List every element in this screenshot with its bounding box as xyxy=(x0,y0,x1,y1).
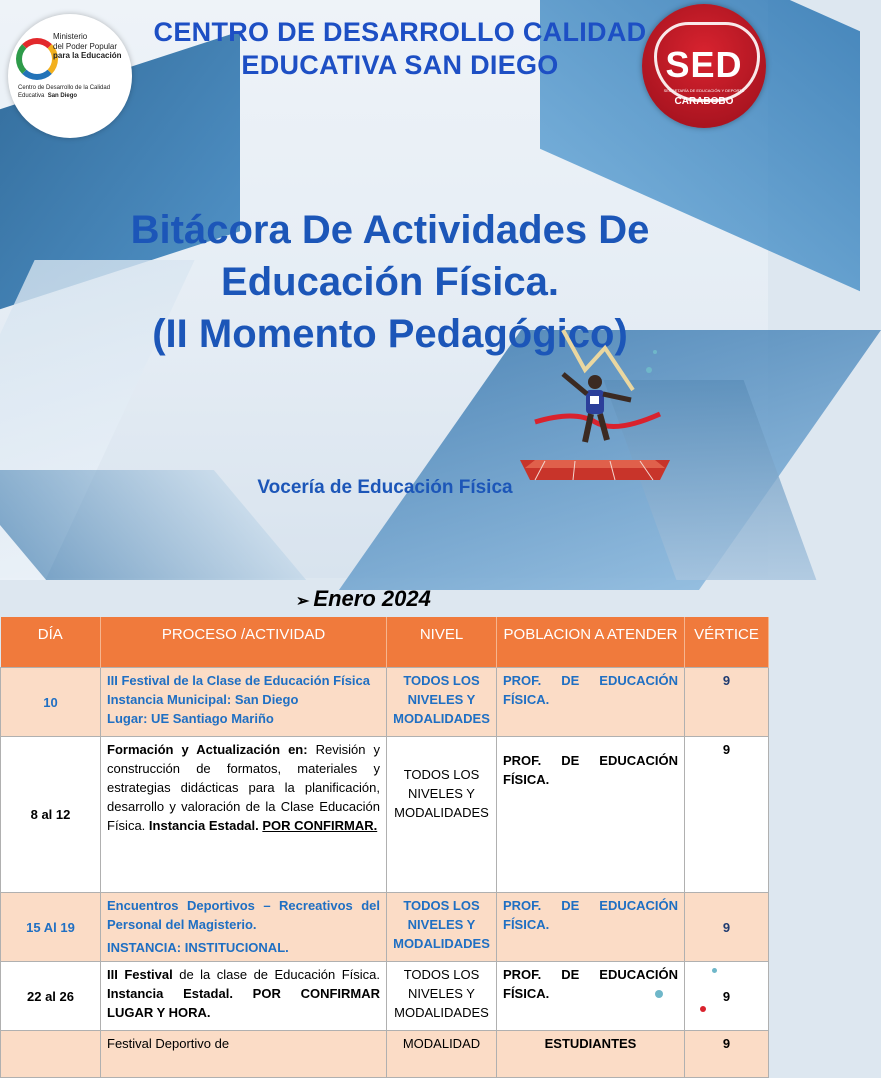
title-line-2: Educación Física. xyxy=(221,260,559,304)
table-header-row xyxy=(1,617,769,668)
activity-title: Formación y Actualización en: xyxy=(107,742,308,757)
activity-instance: Instancia Estadal. xyxy=(148,818,259,833)
table-row xyxy=(1,737,769,893)
activity-instance: Instancia Estadal. xyxy=(107,986,233,1001)
activity-body: de la clase de Educación Física. xyxy=(179,967,380,982)
activity-status: POR CONFIRMAR LUGAR Y HORA. xyxy=(107,986,380,1020)
decorative-dot xyxy=(655,990,663,998)
cell-activity xyxy=(101,668,387,737)
center-name: Centro de Desarrollo de la Calidad Educativa San Diego xyxy=(18,85,111,99)
cell-level: TODOS LOS NIVELES Y MODALIDADES xyxy=(387,962,497,1031)
activity-line: INSTANCIA: INSTITUCIONAL. xyxy=(107,940,289,955)
cell-level: TODOS LOS NIVELES Y MODALIDADES xyxy=(387,668,497,737)
activity-line: Lugar: UE Santiago Mariño xyxy=(107,711,274,726)
activity-line: III Festival de la Clase de Educación Física xyxy=(107,673,370,688)
institution-title xyxy=(120,16,680,82)
cell-vertex: 9 xyxy=(685,962,769,1031)
table-row xyxy=(1,1031,769,1078)
cell-activity xyxy=(101,893,387,962)
cell-population: PROF. DE EDUCACIÓN FÍSICA. xyxy=(497,962,685,1031)
cell-activity xyxy=(101,962,387,1031)
arrow-bullet-icon: ➢ xyxy=(296,593,310,610)
institution-line-2: EDUCATIVA SAN DIEGO xyxy=(241,50,559,80)
voceria-subtitle: Vocería de Educación Física xyxy=(257,477,513,498)
cell-population: PROF. DE EDUCACIÓN FÍSICA. xyxy=(497,893,685,962)
title-line-1: Bitácora De Actividades De xyxy=(130,208,650,252)
month-label: Enero 2024 xyxy=(313,586,431,611)
cell-population: PROF. DE EDUCACIÓN FÍSICA. xyxy=(497,668,685,737)
cell-activity xyxy=(101,737,387,893)
cell-vertex: 9 xyxy=(685,893,769,962)
cell-day: 8 al 12 xyxy=(1,737,101,893)
title-line-3: (II Momento Pedagógico) xyxy=(152,312,628,356)
ministry-ring-icon xyxy=(16,38,58,80)
runner-illustration xyxy=(515,330,675,482)
ministry-name: Ministerio del Poder Popular para la Educación xyxy=(53,32,122,60)
activities-table xyxy=(0,617,769,1078)
decorative-dot xyxy=(700,1006,706,1012)
header-activity: PROCESO /ACTIVIDAD xyxy=(101,617,387,668)
header-day: DÍA xyxy=(1,617,101,668)
cell-level: TODOS LOS NIVELES Y MODALIDADES xyxy=(387,893,497,962)
cell-vertex: 9 xyxy=(685,668,769,737)
table-row xyxy=(1,893,769,962)
month-heading xyxy=(296,586,431,612)
sed-subtitle: SECRETARÍA DE EDUCACIÓN Y DEPORTE xyxy=(663,88,745,93)
cell-day xyxy=(1,1031,101,1078)
activity-line: Instancia Municipal: San Diego xyxy=(107,692,299,707)
activity-line: Encuentros Deportivos – Recreativos del Personal del Magisterio. xyxy=(107,898,380,932)
cell-activity: Festival Deportivo de xyxy=(101,1031,387,1078)
cell-population: PROF. DE EDUCACIÓN FÍSICA. xyxy=(497,737,685,893)
activity-status: POR CONFIRMAR. xyxy=(262,818,378,833)
activity-body: Revisión y construcción de formatos, materiales y estrategias didácticas para la planificación, desarrollo y valoración de la Clase Educación Física. xyxy=(107,742,380,833)
table-row xyxy=(1,668,769,737)
table-row xyxy=(1,962,769,1031)
cell-vertex: 9 xyxy=(685,737,769,893)
cell-day: 22 al 26 xyxy=(1,962,101,1031)
sed-brand: SED xyxy=(665,44,743,85)
cell-level: MODALIDAD xyxy=(387,1031,497,1078)
title-banner xyxy=(0,0,768,578)
activity-title: III Festival xyxy=(107,967,173,982)
header-vertex: VÉRTICE xyxy=(685,617,769,668)
sed-state: CARABOBO xyxy=(674,96,734,107)
header-population: POBLACION A ATENDER xyxy=(497,617,685,668)
cell-day: 15 Al 19 xyxy=(1,893,101,962)
institution-line-1: CENTRO DE DESARROLLO CALIDAD xyxy=(153,17,647,47)
decorative-dot xyxy=(712,968,717,973)
cell-vertex: 9 xyxy=(685,1031,769,1078)
cell-level: TODOS LOS NIVELES Y MODALIDADES xyxy=(387,737,497,893)
ministry-logo xyxy=(8,14,132,138)
cell-day: 10 xyxy=(1,668,101,737)
header-level: NIVEL xyxy=(387,617,497,668)
cell-population: ESTUDIANTES xyxy=(497,1031,685,1078)
